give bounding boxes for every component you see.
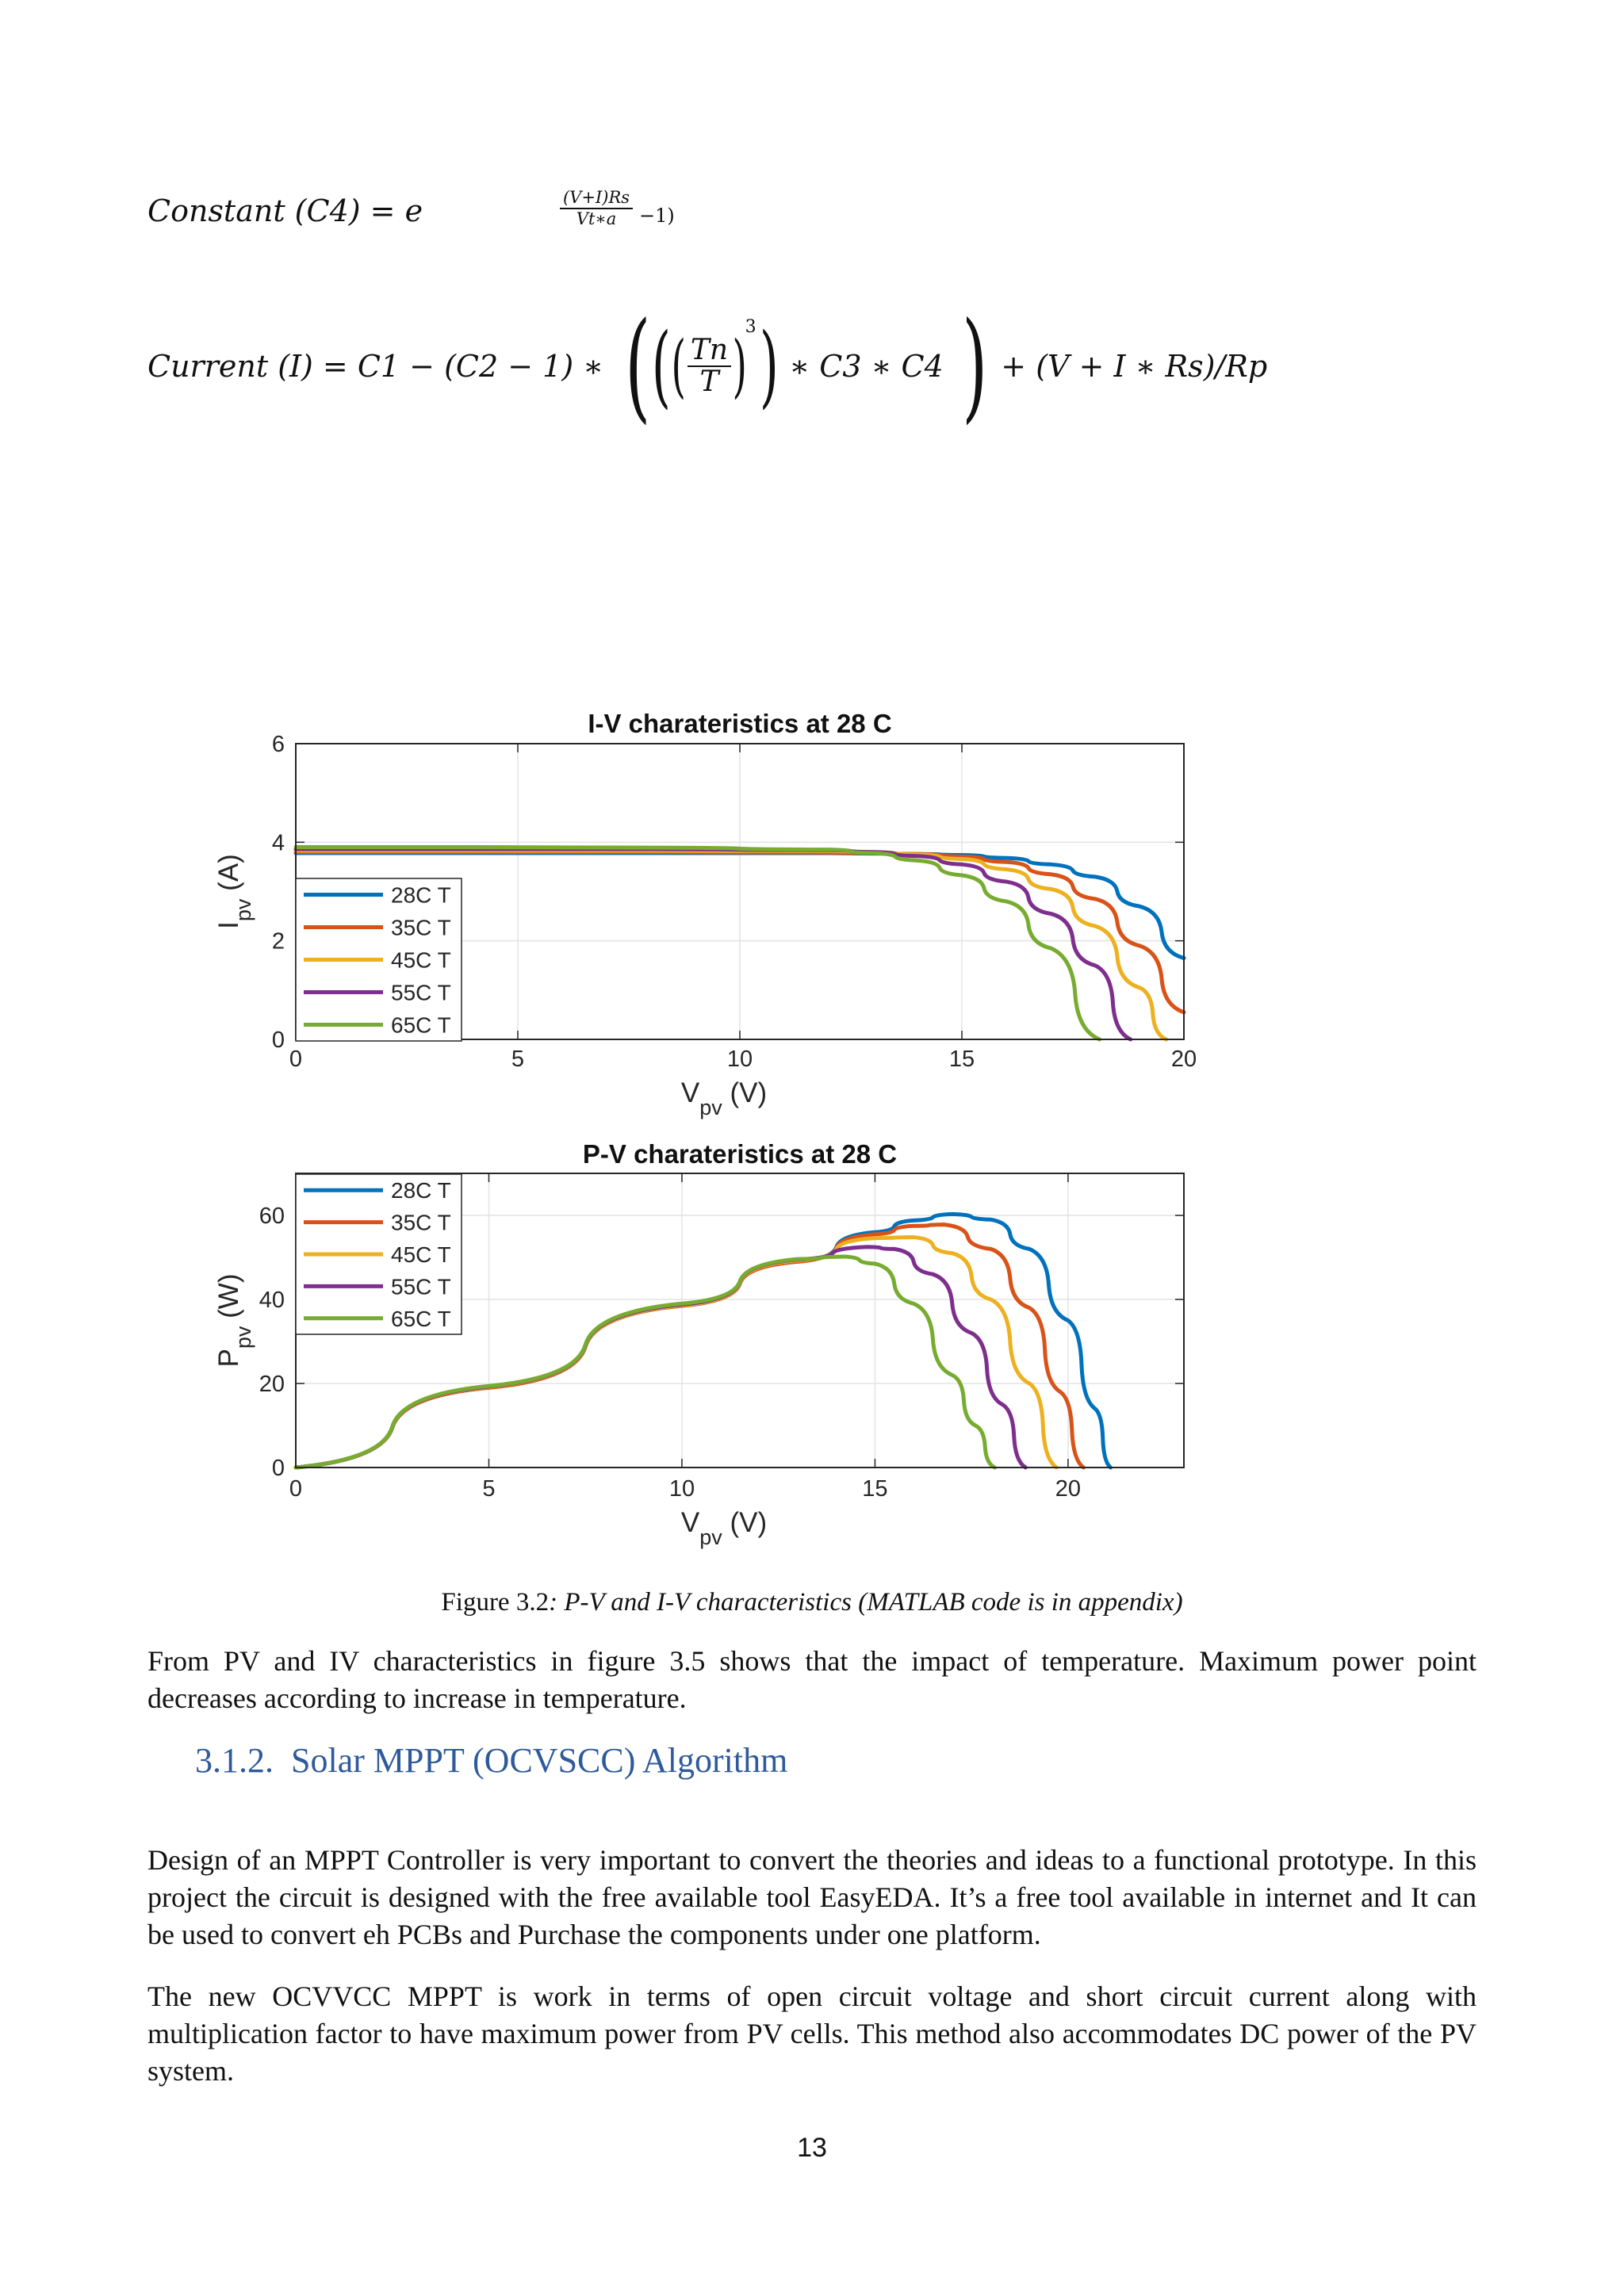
- pv-chart: [213, 1139, 1184, 1549]
- chart-title: P-V charateristics at 28 C: [582, 1139, 898, 1169]
- x-axis-label: $V_{pv}$ (V): [680, 1077, 768, 1119]
- y-axis-label: $I_{pv}$ (A): [213, 854, 255, 929]
- legend-label: 35C T: [391, 1210, 451, 1235]
- y-tick-label: 0: [271, 1456, 285, 1481]
- x-tick-label: 0: [289, 1047, 303, 1072]
- legend-label: 65C T: [391, 1012, 451, 1038]
- figure-caption-label: Figure 3.2: [441, 1588, 550, 1617]
- y-tick-label: 6: [271, 732, 285, 757]
- legend-label: 55C T: [391, 980, 451, 1005]
- paragraph-ocvvcc: The new OCVVCC MPPT is work in terms of open circuit voltage and short circuit current along with multiplication factor to have maximum power from PV cells. This method also accommodates DC power of the PV system.: [147, 1980, 1477, 2087]
- fraction-denominator: T: [699, 365, 719, 398]
- x-tick-label: 5: [482, 1476, 496, 1502]
- section-number: 3.1.2.: [195, 1741, 274, 1780]
- paragraph-mppt-design: Design of an MPPT Controller is very important to convert the theories and ideas to a functional prototype. In this project the circuit is designed with the free available tool EasyEDA. It’s a free tool available in internet and It can be used to convert eh PCBs and Purchase the components under one platform.: [147, 1844, 1477, 1950]
- figure-caption-text: : P-V and I-V characteristics (MATLAB code is in appendix): [549, 1588, 1183, 1617]
- page-number: 13: [797, 2133, 827, 2163]
- y-axis-label: $P_{pv}$ (W): [213, 1273, 255, 1368]
- legend-label: 65C T: [391, 1306, 451, 1331]
- legend-label: 45C T: [391, 1242, 451, 1267]
- legend-label: 35C T: [391, 915, 451, 940]
- x-tick-label: 10: [668, 1476, 695, 1502]
- y-tick-label: 20: [259, 1372, 285, 1397]
- figure-caption: [0, 1588, 1624, 1617]
- legend-label: 55C T: [391, 1274, 451, 1299]
- y-tick-label: 4: [271, 830, 285, 856]
- c4-exponent-denominator: Vt∗a: [576, 209, 617, 229]
- current-mid: ∗ C3 ∗ C4: [789, 349, 944, 384]
- current-lhs: Current (I) = C1 − (C2 − 1) ∗: [147, 349, 604, 384]
- y-tick-label: 40: [259, 1288, 285, 1313]
- power-exponent: 3: [745, 317, 756, 337]
- x-tick-label: 20: [1055, 1476, 1082, 1502]
- legend-label: 28C T: [391, 1178, 451, 1203]
- x-tick-label: 0: [289, 1476, 303, 1502]
- section-heading: [195, 1740, 787, 1781]
- c4-exponent-tail: −1): [639, 205, 675, 227]
- c4-lhs: Constant (C4) = e: [147, 193, 423, 228]
- current-rhs: + (V + I ∗ Rs)/Rp: [1001, 349, 1268, 384]
- x-tick-label: 5: [511, 1047, 525, 1072]
- section-title: Solar MPPT (OCVSCC) Algorithm: [291, 1741, 788, 1780]
- x-axis-label: $V_{pv}$ (V): [680, 1507, 768, 1549]
- paragraph-temperature-impact: From PV and IV characteristics in figure 3.5 shows that the impact of temperature. Maximum power point decreases according to increase in temperature.: [147, 1645, 1477, 1714]
- c4-exponent-numerator: (V+I)Rs: [560, 189, 633, 209]
- legend-label: 28C T: [391, 882, 451, 908]
- y-tick-label: 2: [271, 928, 285, 955]
- equation-current: Current (I) = C1 − (C2 − 1) ∗ ( ( ( $\frac{Tn}{T}$ ) 3 ) ∗ C3 ∗ C4 ) + (V + I ∗ Rs)/Rp: [147, 297, 1268, 435]
- legend-label: 45C T: [391, 947, 451, 973]
- y-tick-label: 0: [271, 1027, 285, 1053]
- x-tick-label: 10: [726, 1047, 753, 1072]
- iv-chart: [213, 709, 1197, 1119]
- fraction-numerator: Tn: [688, 335, 731, 367]
- chart-title: I-V charateristics at 28 C: [588, 709, 892, 738]
- x-tick-label: 15: [862, 1476, 888, 1502]
- y-tick-label: 60: [259, 1203, 285, 1229]
- x-tick-label: 15: [948, 1047, 975, 1072]
- x-tick-label: 20: [1170, 1047, 1197, 1072]
